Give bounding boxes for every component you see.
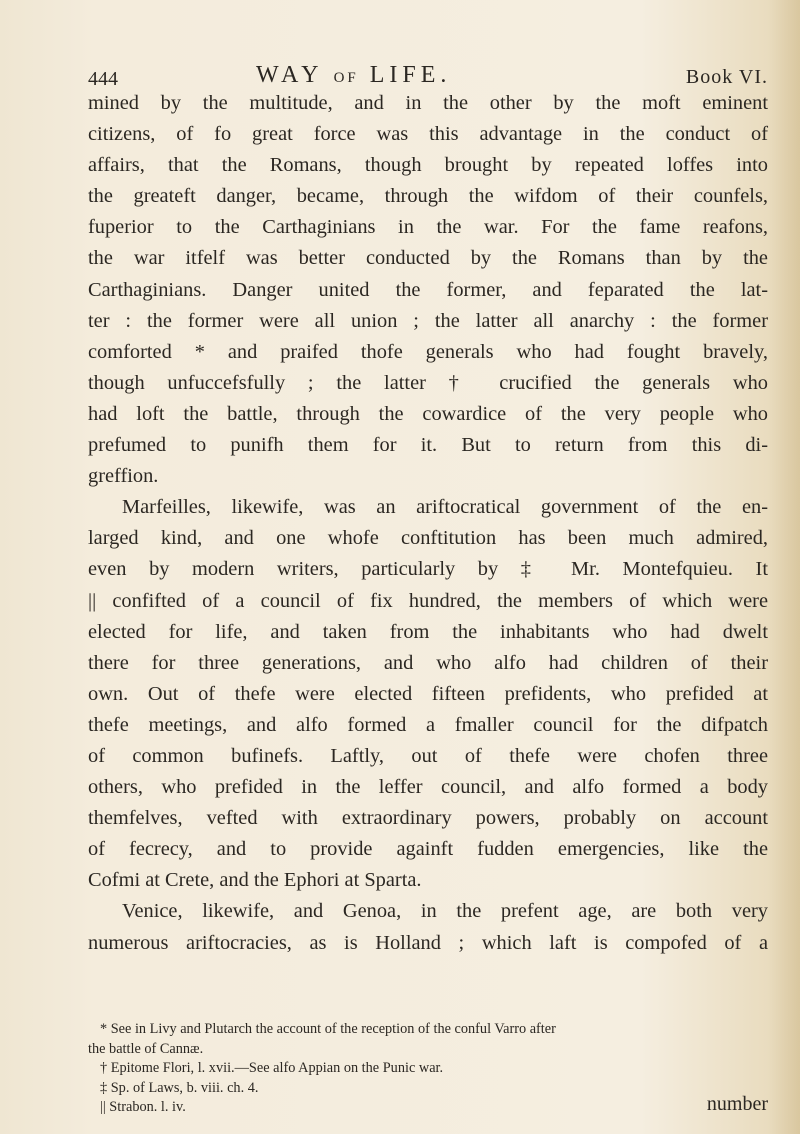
text-line: of fecrecy, and to provide againft fudden emergencies, like the xyxy=(88,838,768,861)
running-title-of: OF xyxy=(333,70,359,86)
text-line: of common bufinefs. Laftly, out of thefe were chofen three xyxy=(88,744,768,767)
text-line: comforted * and praifed thofe generals who had fought bravely, xyxy=(88,340,768,363)
running-title-way: WAY xyxy=(256,62,323,88)
text-line: others, who prefided in the leffer council, and alfo formed a body xyxy=(88,776,768,799)
text-line: fuperior to the Carthaginians in the war. For the fame reafons, xyxy=(88,216,768,239)
footnote: ‡ Sp. of Laws, b. viii. ch. 4. xyxy=(100,1079,259,1096)
book-reference: Book VI. xyxy=(685,66,768,88)
text-line: though unfuccefsfully ; the latter † crucified the generals who xyxy=(88,371,768,394)
text-line: elected for life, and taken from the inhabitants who had dwelt xyxy=(88,620,768,643)
footnote: * See in Livy and Plutarch the account of the reception of the conful Varro after xyxy=(100,1021,556,1037)
text-line: own. Out of thefe were elected fifteen prefidents, who prefided at xyxy=(88,682,768,705)
footnotes xyxy=(88,1020,768,1118)
text-line: || confifted of a council of fix hundred, the members of which were xyxy=(88,589,768,612)
text-line: Cofmi at Crete, and the Ephori at Sparta. xyxy=(88,869,422,892)
text-line: numerous ariftocracies, as is Holland ; which laft is compofed of a xyxy=(88,931,768,954)
text-line: larged kind, and one whofe conftitution has been much admired, xyxy=(88,527,768,550)
running-title-life: LIFE. xyxy=(369,62,452,88)
text-line: the greateft danger, became, through the wifdom of their counfels, xyxy=(88,185,768,208)
text-line: Carthaginians. Danger united the former, and feparated the lat- xyxy=(88,278,768,301)
text-line: themfelves, vefted with extraordinary powers, probably on account xyxy=(88,807,768,830)
text-line: the war itfelf was better conducted by the Romans than by the xyxy=(88,247,768,270)
text-line: prefumed to punifh them for it. But to return from this di- xyxy=(88,434,768,457)
paragraph-start: Venice, likewife, and Genoa, in the prefent age, are both very xyxy=(122,900,768,923)
text-line: had loft the battle, through the cowardice of the very people who xyxy=(88,402,768,425)
footnote: || Strabon. l. iv. xyxy=(100,1099,186,1115)
text-line: even by modern writers, particularly by ‡ Mr. Montefquieu. It xyxy=(88,558,768,581)
text-line: mined by the multitude, and in the other by the moft eminent xyxy=(88,92,768,114)
text-line: there for three generations, and who alfo had children of their xyxy=(88,651,768,674)
text-line: greffion. xyxy=(88,465,159,488)
paragraph-start: Marfeilles, likewife, was an ariftocratical government of the en- xyxy=(122,496,768,519)
footnote-continuation: the battle of Cannæ. xyxy=(88,1040,204,1057)
text-line: ter : the former were all union ; the latter all anarchy : the former xyxy=(88,309,768,332)
page-number: 444 xyxy=(88,68,118,90)
text-line: citizens, of fo great force was this advantage in the conduct of xyxy=(88,123,768,146)
text-line: thefe meetings, and alfo formed a fmaller council for the difpatch xyxy=(88,713,768,736)
text-line: affairs, that the Romans, though brought by repeated loffes into xyxy=(88,154,768,177)
body-text xyxy=(88,88,768,959)
running-title xyxy=(256,62,451,89)
catchword: number xyxy=(706,1093,768,1115)
footnote: † Epitome Flori, l. xvii.—See alfo Appian on the Punic war. xyxy=(100,1060,444,1076)
